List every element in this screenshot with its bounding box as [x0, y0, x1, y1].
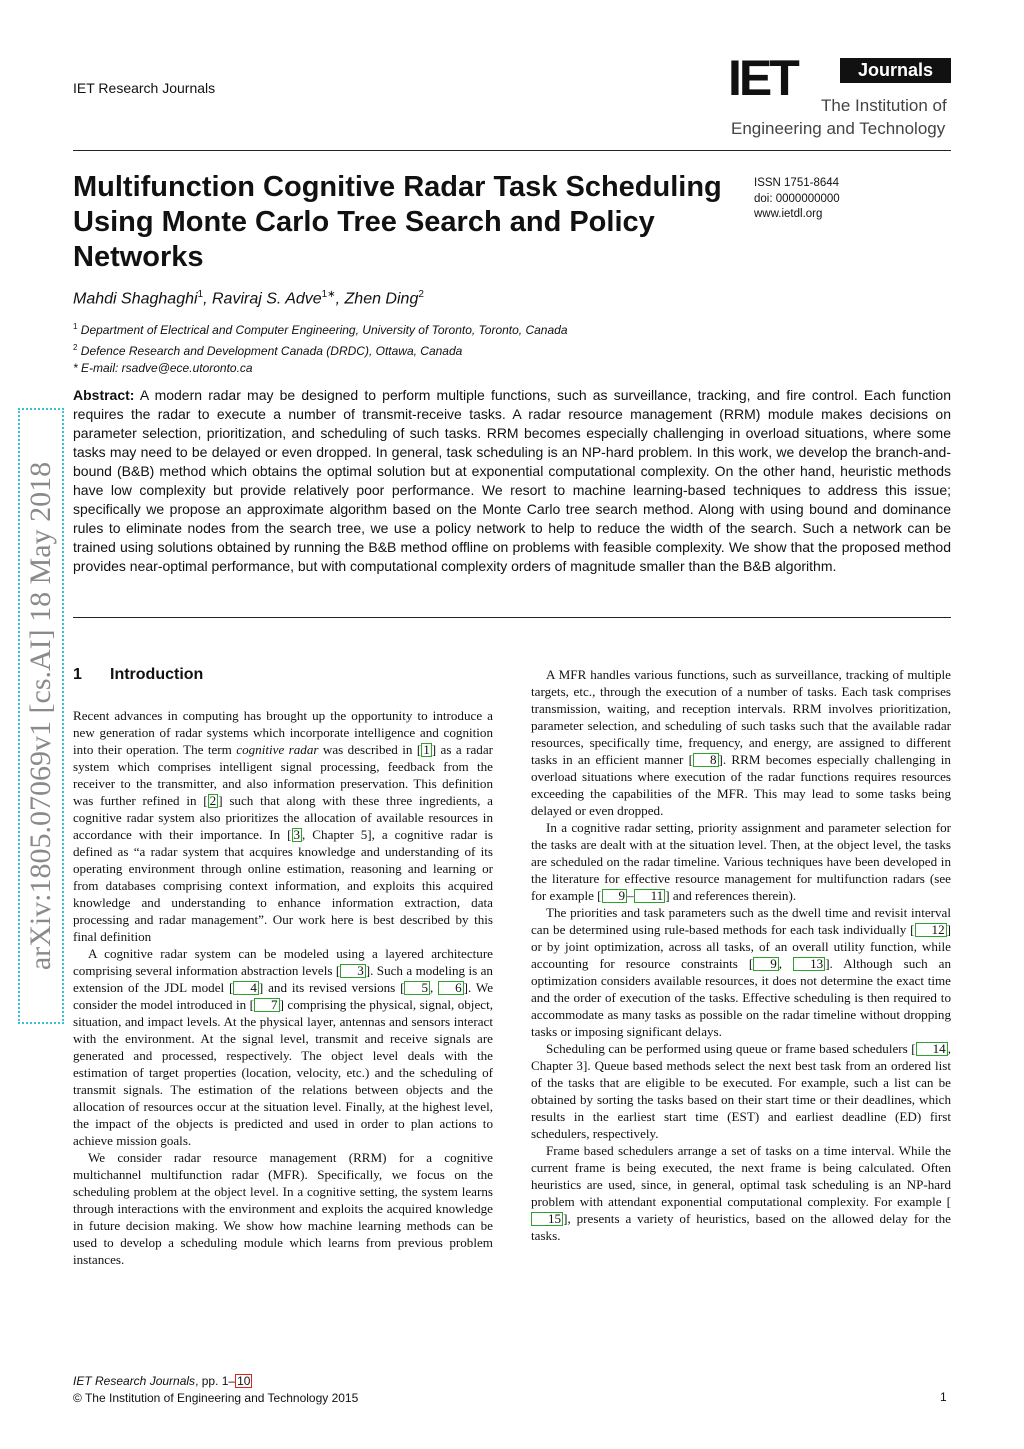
- footer-journal: IET Research Journals: [73, 1374, 196, 1388]
- running-head: IET Research Journals: [73, 80, 216, 96]
- author-name: Zhen Ding: [344, 290, 419, 308]
- paragraph: We consider radar resource management (RRM) for a cognitive multichannel multifunction radar (MFR). Specifically, we focus on the scheduling problem at the object level. In a cognitive setting, the system learns through interactions with the environment and exploits the acquired knowledge in future decision making. We show how machine learning methods can be used to develop a scheduling module which learns from previous problem instances.: [73, 1150, 493, 1267]
- abstract-text: A modern radar may be designed to perform multiple functions, such as surveillance, tracking, and fire control. Each function requires the radar to execute a number of transmit-receive tasks. A radar resource management (RRM) module makes decisions on parameter selection, prioritization, and scheduling of such tasks. RRM becomes especially challenging in overload situations, where some tasks may need to be delayed or even dropped. In general, task scheduling is an NP-hard problem. In this work, we develop the branch-and-bound (B&B) method which obtains the optimal solution but at exponential computational complexity. On the other hand, heuristic methods have low complexity but provide relatively poor performance. We resort to machine learning-based techniques to address this issue; specifically we propose an approximate algorithm based on the Monte Carlo tree search method. Along with using bound and dominance rules to eliminate nodes from the search tree, we use a policy network to help to reduce the width of the search. Such a network can be trained using solutions obtained by running the B&B method offline on problems with feasible complexity. We show that the proposed method provides near-optimal performance, but with computational complexity orders of magnitude smaller than the B&B algorithm.: [73, 387, 951, 574]
- abstract-label: Abstract:: [73, 387, 135, 403]
- issn: ISSN 1751-8644: [754, 177, 840, 189]
- arxiv-stamp[interactable]: [18, 408, 64, 1024]
- author-list: Mahdi Shaghaghi$^1$, Raviraj S. Adve$^{1∗}$, Zhen Ding$^2$: [73, 289, 424, 308]
- citation-link[interactable]: 4: [233, 981, 259, 995]
- citation-link[interactable]: 11: [634, 889, 666, 903]
- citation-link[interactable]: 6: [438, 981, 464, 995]
- affil-text: Defence Research and Development Canada (DRDC), Ottawa, Canada: [80, 344, 463, 358]
- author-name: Raviraj S. Adve: [212, 290, 322, 308]
- author-affil-marker: 2: [418, 289, 424, 300]
- paragraph: Recent advances in computing has brought up the opportunity to introduce a new generation of radar systems which incorporate intelligence and cognition into their operation. The term cognitive radar was described in [ 1 ] as a radar system which comprises intelligent signal processing, feedback from the receiver to the transmitter, and also information preservation. This definition was further refined in [ 2 ] such that along with these three ingredients, a cognitive radar system also prioritizes the allocation of available resources in accordance with their importance. In [ 3 , Chapter 5], a cognitive radar is defined as “a radar system that acquires knowledge and understanding of its operating environment through online estimation, reasoning and learning or from databases comprising context information, and exploits this acquired knowledge and understanding to enhance information extraction, data processing and radar management”. Our work here is best described by this final definition: [73, 708, 493, 944]
- affil-text[interactable]: E-mail: rsadve@ece.utoronto.ca: [81, 361, 253, 375]
- citation-link[interactable]: 3: [340, 964, 366, 978]
- citation-link[interactable]: 13: [793, 957, 825, 971]
- citation-link[interactable]: 15: [531, 1212, 563, 1226]
- author-affil-marker: 1: [197, 289, 204, 300]
- citation-link[interactable]: 1: [423, 742, 430, 757]
- affil-marker: 2: [73, 343, 78, 352]
- logo-institution-line1: The Institution of: [821, 96, 947, 115]
- section-title: Introduction: [110, 666, 204, 683]
- citation-link[interactable]: 9: [602, 889, 628, 903]
- paragraph: A MFR handles various functions, such as surveillance, tracking of multiple targets, etc., through the execution of a number of tasks. Each task comprises transmission, waiting, and reception intervals. RRM involves prioritization, parameter selection, and scheduling of such tasks such that the available radar resources, specifically time, frequency, and energy, are assigned to different tasks in an efficient manner [ 8 ]. RRM becomes especially challenging in overload situations where execution of the radar functions requires resources exceeding the capabilities of the MFR. This may lead to some tasks being delayed or even dropped.: [531, 667, 951, 818]
- paragraph: The priorities and task parameters such as the dwell time and revisit interval can be determined using rule-based methods for each task individually [ 12 ] or by joint optimization, across all tasks, of an overall utility function, while accounting for resource constraints [ 9 , 13 ]. Although such an optimization considers available resources, it does not determine the exact time and the order of execution of the tasks. Effective scheduling is then required to accommodate as many tasks as possible on the radar timeline without dropping tasks or imposing significant delays.: [531, 905, 951, 1039]
- affil-marker: 1: [73, 322, 78, 331]
- citation-link[interactable]: 9: [753, 957, 779, 971]
- affil-text: Department of Electrical and Computer Engineering, University of Toronto, Toronto, Canada: [80, 323, 568, 337]
- page-footer: [73, 1373, 358, 1407]
- abstract: [73, 386, 951, 576]
- affiliation: [73, 318, 568, 339]
- page-number: 1: [940, 1390, 947, 1404]
- affil-marker: *: [73, 361, 78, 375]
- header-rule: [73, 150, 951, 151]
- author-affil-marker: 1∗: [321, 289, 336, 300]
- affiliation-email: [73, 360, 568, 377]
- citation-link[interactable]: 3: [293, 827, 301, 842]
- citation-link[interactable]: 2: [209, 793, 217, 808]
- iet-logo: [728, 50, 953, 140]
- body-column-right: [531, 666, 951, 1244]
- citation-link[interactable]: 12: [915, 923, 947, 937]
- paragraph: A cognitive radar system can be modeled using a layered architecture comprising several information abstraction levels [ 3 ]. Such a modeling is an extension of the JDL model [ 4 ] and its revised versions [ 5 , 6 ]. We consider the model introduced in [ 7 ] comprising the physical, signal, object, situation, and impact levels. At the physical layer, antennas and sensors interact with the environment. At the signal level, transmit and receive signals are generated and processed, respectively. The object level deals with the estimation of target properties (location, velocity, etc.) and the scheduling of transmit signals. The estimation of the relations between objects and the allocation of resources occur at the situation level. Finally, at the highest level, the impact of the objects is predicted and used in order to plan actions to achieve mission goals.: [73, 946, 494, 1148]
- logo-journals-badge: Journals: [840, 58, 951, 83]
- author-name: Mahdi Shaghaghi: [73, 290, 198, 308]
- copyright-icon: ©: [73, 1391, 82, 1405]
- affiliations: [73, 318, 568, 377]
- logo-institution-line2: Engineering and Technology: [731, 119, 946, 138]
- citation-link[interactable]: 5: [404, 981, 430, 995]
- paper-title: Multifunction Cognitive Radar Task Scheduling Using Monte Carlo Tree Search and Policy Networks: [73, 171, 722, 273]
- section-heading: [73, 666, 493, 683]
- citation-link[interactable]: 7: [254, 998, 280, 1012]
- abstract-rule: [73, 617, 951, 618]
- doi: doi: 0000000000: [754, 192, 840, 205]
- body-column-left: [73, 666, 493, 1268]
- logo-mark: IET: [728, 50, 797, 106]
- publication-meta: [754, 176, 840, 223]
- paragraph: Scheduling can be performed using queue or frame based schedulers [ 14 , Chapter 3]. Queue based methods select the next best task from an ordered list of the tasks that are eligible to be executed. For example, such a list can be obtained by sorting the tasks based on their start time or their deadlines, which results in the earliest start time (EST) and earliest deadline (ED) first schedulers, respectively.: [531, 1041, 951, 1141]
- paragraph: Frame based schedulers arrange a set of tasks on a time interval. While the current frame is being executed, the next frame is being calculated. Often heuristics are used, since, in general, optimal task scheduling is an NP-hard problem with attendant exponential computational complexity. For example [15 ], presents a variety of heuristics, based on the allowed delay for the tasks.: [531, 1143, 951, 1243]
- last-page-link[interactable]: 10: [237, 1374, 251, 1388]
- footer-journal-line: IET Research Journals, pp. 1– 10: [73, 1374, 251, 1388]
- arxiv-identifier[interactable]: arXiv:1805.07069v1 [cs.AI] 18 May 2018: [24, 461, 57, 971]
- journal-url[interactable]: www.ietdl.org: [754, 208, 823, 220]
- paragraph: In a cognitive radar setting, priority assignment and parameter selection for the tasks are dealt with at the situation level. Then, at the object level, the tasks are scheduled on the radar timeline. Various techniques have been developed in the literature for effective resource management for multifunction radars (see for example [ 9 – 11 ] and references therein).: [531, 820, 951, 903]
- citation-link[interactable]: 14: [916, 1042, 948, 1056]
- affiliation: [73, 339, 568, 360]
- section-number: 1: [73, 666, 82, 683]
- citation-link[interactable]: 8: [693, 753, 719, 767]
- footer-copyright: © The Institution of Engineering and Technology 2015: [73, 1391, 359, 1405]
